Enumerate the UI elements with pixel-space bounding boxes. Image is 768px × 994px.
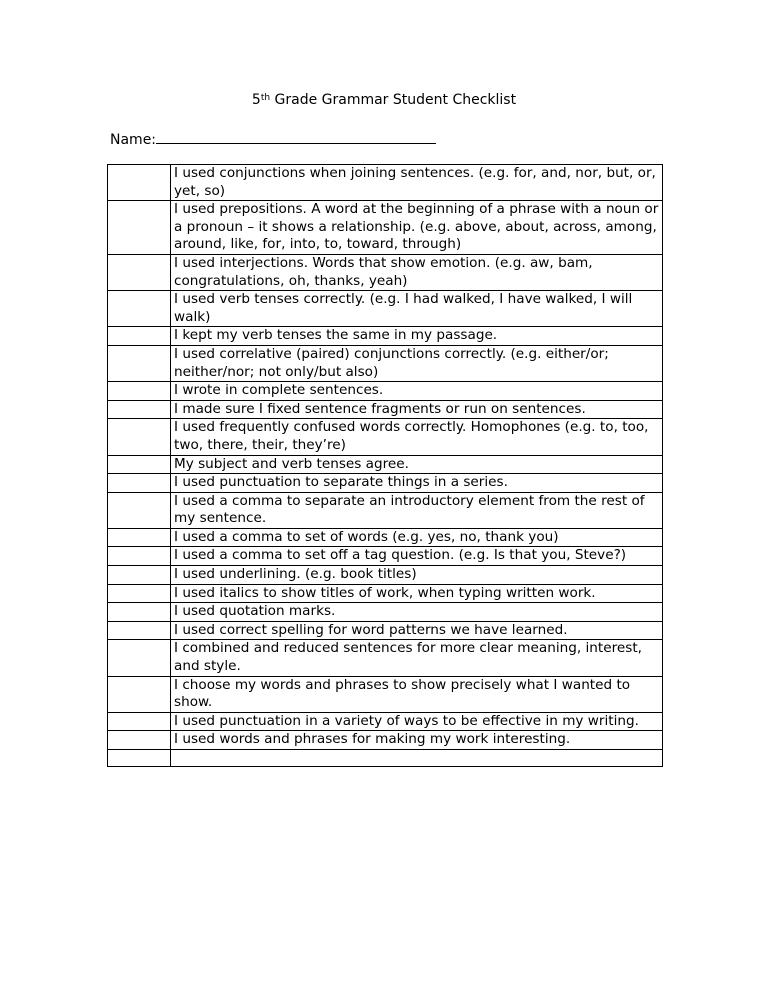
checklist-row [108, 419, 663, 455]
name-blank-line[interactable] [156, 129, 436, 144]
checklist-item-text: I used punctuation in a variety of ways to be effective in my writing. [171, 712, 663, 731]
checklist-item-text: I used conjunctions when joining sentences. (e.g. for, and, nor, but, or, yet, so) [171, 165, 663, 201]
checkbox-cell[interactable] [108, 603, 171, 622]
checklist-row [108, 566, 663, 585]
title-ordinal-suffix: th [260, 93, 271, 103]
checkbox-cell[interactable] [108, 400, 171, 419]
checklist-item-text: I used verb tenses correctly. (e.g. I had walked, I have walked, I will walk) [171, 291, 663, 327]
checklist-row [108, 492, 663, 528]
checklist-row [108, 455, 663, 474]
checkbox-cell[interactable] [108, 528, 171, 547]
checklist-item-text: I used punctuation to separate things in a series. [171, 474, 663, 493]
checkbox-cell[interactable] [108, 201, 171, 255]
checklist-row [108, 750, 663, 767]
checkbox-cell[interactable] [108, 419, 171, 455]
checklist-item-text: I used interjections. Words that show emotion. (e.g. aw, bam, congratulations, oh, thanks, yeah) [171, 254, 663, 290]
checklist-item-text: I combined and reduced sentences for more clear meaning, interest, and style. [171, 640, 663, 676]
checklist-item-text: I used italics to show titles of work, when typing written work. [171, 584, 663, 603]
title-text: Grade Grammar Student Checklist [270, 92, 517, 108]
document-title [0, 91, 768, 109]
checklist-item-text: I used prepositions. A word at the beginning of a phrase with a noun or a pronoun – it shows a relationship. (e.g. above, about, across, among, around, like, for, into, to, toward, through) [171, 201, 663, 255]
checklist-item-text: I wrote in complete sentences. [171, 382, 663, 401]
checklist-item-text: I made sure I fixed sentence fragments or run on sentences. [171, 400, 663, 419]
checkbox-cell[interactable] [108, 640, 171, 676]
checklist-item-text: I used a comma to set off a tag question. (e.g. Is that you, Steve?) [171, 547, 663, 566]
checkbox-cell[interactable] [108, 327, 171, 346]
checklist-row [108, 547, 663, 566]
checklist-row [108, 400, 663, 419]
checkbox-cell[interactable] [108, 731, 171, 750]
checkbox-cell[interactable] [108, 712, 171, 731]
checklist-row [108, 584, 663, 603]
checklist-item-text: My subject and verb tenses agree. [171, 455, 663, 474]
checklist-row [108, 327, 663, 346]
checklist-item-text: I used words and phrases for making my work interesting. [171, 731, 663, 750]
checklist-row [108, 165, 663, 201]
checkbox-cell[interactable] [108, 165, 171, 201]
checklist-row [108, 640, 663, 676]
checklist-item-text: I used quotation marks. [171, 603, 663, 622]
checklist-item-text: I choose my words and phrases to show precisely what I wanted to show. [171, 676, 663, 712]
checklist-item-text: I used frequently confused words correctly. Homophones (e.g. to, too, two, there, their, they’re) [171, 419, 663, 455]
title-number: 5 [251, 92, 261, 108]
checklist-row [108, 382, 663, 401]
checklist-item-text: I used a comma to set of words (e.g. yes, no, thank you) [171, 528, 663, 547]
checklist-row [108, 731, 663, 750]
checkbox-cell[interactable] [108, 455, 171, 474]
checkbox-cell[interactable] [108, 382, 171, 401]
name-field [110, 129, 436, 149]
checkbox-cell[interactable] [108, 345, 171, 381]
checklist-item-text: I kept my verb tenses the same in my passage. [171, 327, 663, 346]
checkbox-cell[interactable] [108, 676, 171, 712]
checklist-item-text [171, 750, 663, 767]
checklist-item-text: I used correlative (paired) conjunctions correctly. (e.g. either/or; neither/nor; not only/but also) [171, 345, 663, 381]
checklist-row [108, 603, 663, 622]
checklist-row [108, 345, 663, 381]
checklist-row [108, 676, 663, 712]
checkbox-cell[interactable] [108, 566, 171, 585]
checkbox-cell[interactable] [108, 492, 171, 528]
name-label: Name: [110, 132, 157, 148]
checklist-item-text: I used underlining. (e.g. book titles) [171, 566, 663, 585]
checklist-row [108, 474, 663, 493]
checklist-row [108, 201, 663, 255]
checklist-row [108, 621, 663, 640]
checklist-item-text: I used correct spelling for word patterns we have learned. [171, 621, 663, 640]
checkbox-cell[interactable] [108, 750, 171, 767]
checklist-row [108, 528, 663, 547]
checklist-table [107, 164, 663, 767]
checkbox-cell[interactable] [108, 547, 171, 566]
checkbox-cell[interactable] [108, 621, 171, 640]
checklist-row [108, 291, 663, 327]
checkbox-cell[interactable] [108, 584, 171, 603]
checkbox-cell[interactable] [108, 474, 171, 493]
checkbox-cell[interactable] [108, 291, 171, 327]
checklist-row [108, 712, 663, 731]
checklist-item-text: I used a comma to separate an introductory element from the rest of my sentence. [171, 492, 663, 528]
checkbox-cell[interactable] [108, 254, 171, 290]
checklist-row [108, 254, 663, 290]
